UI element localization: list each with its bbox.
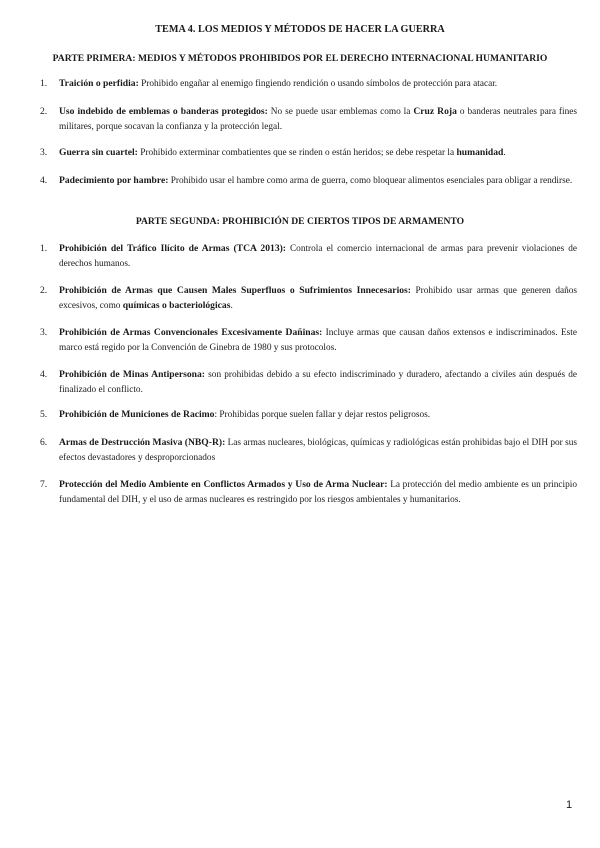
item-number: 5. — [40, 409, 48, 420]
item-number: 2. — [40, 285, 48, 296]
item-term: Uso indebido de emblemas o banderas protegidos: — [59, 106, 268, 117]
item-term: Prohibición de Minas Antipersona: — [59, 369, 206, 380]
item-term: Prohibición de Armas Convencionales Excesivamente Dañinas: — [59, 327, 323, 338]
item-text — [59, 368, 577, 397]
item-emphasis: químicas o bacteriológicas — [122, 299, 231, 311]
item-term: Traición o perfidia: — [59, 78, 139, 89]
item-number: 3. — [40, 147, 48, 158]
item-term: Prohibición de Armas que Causen Males Superfluos o Sufrimientos Innecesarios: — [59, 285, 411, 296]
item-text — [59, 408, 577, 423]
item-description: Las armas nucleares, biológicas, químicas y radiológicas están prohibidas bajo el DIH por sus efectos devastadores y desproporcionados — [59, 438, 577, 463]
item-description: No se puede usar emblemas como la — [267, 107, 414, 117]
item-text — [59, 105, 577, 134]
item-description: Prohibido usar el hambre como arma de guerra, como bloquear alimentos esenciales para obligar a rendirse. — [168, 176, 573, 186]
item-term: Armas de Destrucción Masiva (NBQ-R): — [59, 437, 226, 448]
item-text — [59, 242, 577, 271]
item-term: Padecimiento por hambre: — [59, 175, 169, 186]
item-text — [59, 174, 577, 189]
item-emphasis: humanidad — [456, 147, 504, 158]
item-description: Controla el comercio internacional de armas para prevenir violaciones de derechos humanos. — [59, 244, 577, 269]
item-description: . — [230, 300, 233, 311]
item-text — [59, 146, 577, 161]
item-term: Prohibición de Municiones de Racimo — [59, 409, 215, 420]
document-title: TEMA 4. LOS MEDIOS Y MÉTODOS DE HACER LA GUERRA — [155, 24, 445, 35]
item-text — [59, 478, 577, 507]
item-number: 1. — [40, 78, 48, 89]
item-description: son prohibidas debido a su efecto indiscriminado y duradero, afectando a civiles aún después de finalizado el conflicto. — [59, 370, 578, 395]
item-emphasis: Cruz Roja — [413, 106, 457, 117]
item-term: Prohibición del Tráfico Ilícito de Armas (TCA 2013): — [59, 243, 287, 254]
item-term: Protección del Medio Ambiente en Conflictos Armados y Uso de Arma Nuclear: — [59, 479, 388, 490]
item-text — [59, 436, 577, 465]
item-description: La protección del medio ambiente es un principio fundamental del DIH, y el uso de armas nucleares es restringido por los riesgos ambientales y humanitarios. — [59, 480, 577, 505]
item-number: 2. — [40, 106, 48, 117]
item-text — [59, 77, 577, 92]
item-text — [59, 326, 577, 355]
item-text — [59, 284, 577, 313]
item-description: Prohibido usar armas que generen daños excesivos, como — [59, 286, 578, 311]
item-number: 1. — [40, 243, 48, 254]
item-number: 6. — [40, 437, 48, 448]
item-description: Incluye armas que causan daños extensos e indiscriminados. Este marco está regido por la Convención de Ginebra de 1980 y sus protocolos. — [59, 328, 577, 353]
item-number: 4. — [40, 175, 48, 186]
item-description: Prohibido engañar al enemigo fingiendo rendición o usando símbolos de protección para atacar. — [138, 79, 498, 89]
part-one-title: PARTE PRIMERA: MEDIOS Y MÉTODOS PROHIBIDOS POR EL DERECHO INTERNACIONAL HUMANITARIO — [52, 53, 548, 64]
item-number: 4. — [40, 369, 48, 380]
item-description: o banderas neutrales para fines militares, porque socavan la confianza y la protección legal. — [59, 107, 577, 132]
item-description: Prohibido exterminar combatientes que se rinden o están heridos; se debe respetar la — [137, 148, 457, 158]
item-description: . — [503, 148, 506, 158]
page-number: 1 — [566, 799, 573, 811]
item-number: 7. — [40, 479, 48, 490]
item-description: : Prohibidas porque suelen fallar y dejar restos peligrosos. — [214, 410, 431, 420]
item-term: Guerra sin cuartel: — [59, 147, 138, 158]
item-number: 3. — [40, 327, 48, 338]
part-two-title: PARTE SEGUNDA: PROHIBICIÓN DE CIERTOS TIPOS DE ARMAMENTO — [135, 216, 465, 227]
